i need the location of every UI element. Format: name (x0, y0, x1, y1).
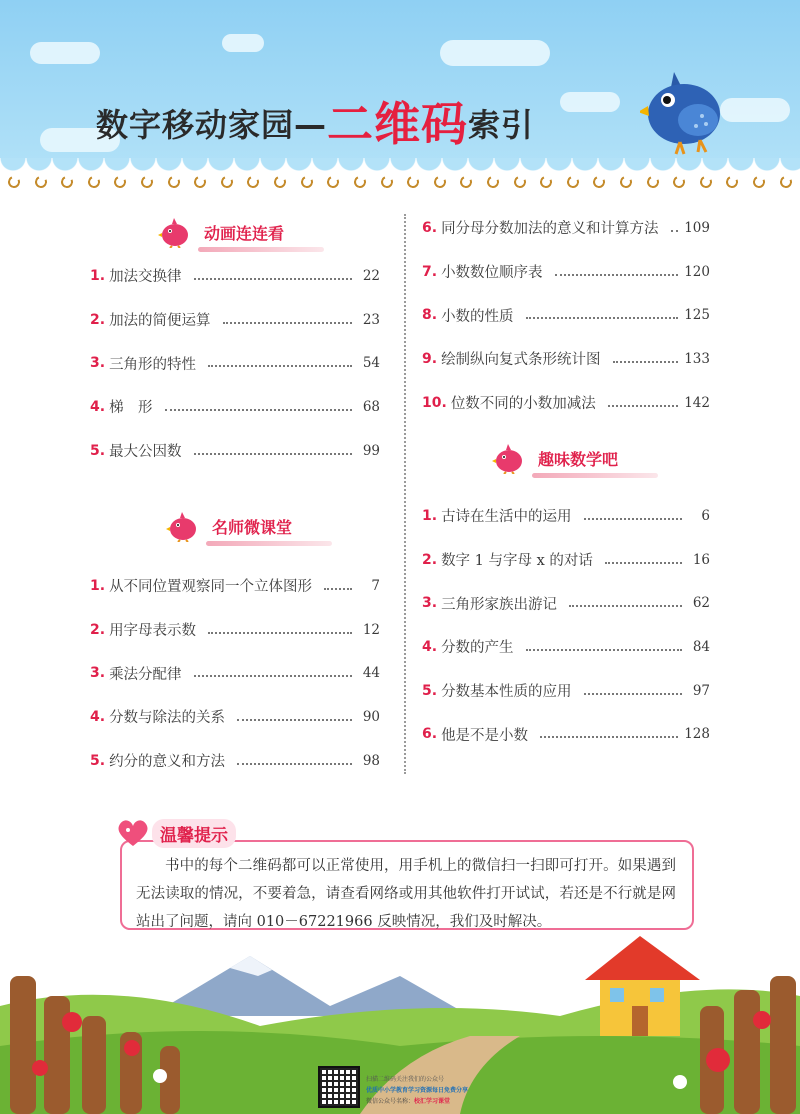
toc-item-page: 90 (362, 708, 380, 725)
toc-item-page: 62 (692, 595, 710, 612)
toc-item-page: 99 (362, 442, 380, 459)
toc-item-number: 1. (90, 267, 106, 284)
toc-item-number: 3. (90, 355, 106, 372)
toc-item-page: 23 (362, 311, 380, 328)
toc-item[interactable] (422, 293, 710, 337)
cloud (720, 98, 790, 122)
toc-item-number: 5. (90, 752, 106, 769)
toc-item-title: 位数不同的小数加减法 (450, 396, 596, 413)
toc-item-page: 97 (692, 682, 710, 699)
toc-item[interactable] (90, 608, 380, 652)
toc-item-number: 4. (90, 708, 106, 725)
toc-item-title: 分数基本性质的应用 (441, 684, 572, 701)
toc-item-page: 84 (692, 638, 710, 655)
toc-item-page: 125 (684, 307, 710, 324)
toc-item-title: 加法交换律 (109, 269, 182, 286)
pink-bird-icon (158, 218, 192, 248)
section-title: 名师微课堂 (206, 513, 302, 542)
leader-dots (208, 365, 352, 367)
leader-dots (584, 518, 682, 520)
toc-item-number: 1. (90, 577, 106, 594)
leader-dots (194, 453, 352, 455)
leader-dots (324, 588, 352, 590)
toc-item-page: 44 (362, 665, 380, 682)
toc-item-page: 12 (362, 621, 380, 638)
toc-item-title: 乘法分配律 (109, 666, 182, 683)
toc-item-title: 最大公因数 (109, 444, 182, 461)
toc-list-fun-math (422, 494, 710, 756)
toc-item[interactable] (90, 341, 380, 385)
toc-item-number: 5. (422, 682, 438, 699)
pink-bird-icon (166, 512, 200, 542)
toc-item[interactable] (90, 429, 380, 473)
toc-list-microlesson (90, 564, 380, 782)
leader-dots (237, 763, 352, 765)
toc-item[interactable] (422, 581, 710, 625)
pink-bird-icon (492, 444, 526, 474)
tip-label: 温馨提示 (152, 819, 236, 848)
qr-code-icon[interactable] (318, 1066, 360, 1108)
toc-item-title: 古诗在生活中的运用 (441, 509, 572, 526)
leader-dots (223, 322, 352, 324)
tip-box (120, 840, 694, 930)
leader-dots (671, 230, 679, 232)
toc-item-number: 3. (422, 595, 438, 612)
section-title: 趣味数学吧 (532, 445, 628, 474)
leader-dots (526, 317, 679, 319)
leader-dots (608, 405, 678, 407)
qr-caption-account: 校汇学习课堂 (414, 1097, 451, 1105)
toc-item-page: 142 (684, 394, 710, 411)
qr-caption-line1: 扫描二维码关注我们的公众号 (366, 1075, 445, 1083)
toc-item[interactable] (422, 712, 710, 756)
toc-item-number: 4. (90, 398, 106, 415)
toc-item[interactable] (90, 651, 380, 695)
toc-item-page: 7 (371, 577, 380, 594)
toc-item-title: 小数的性质 (441, 308, 514, 325)
toc-item-title: 数字 1 与字母 x 的对话 (441, 553, 593, 570)
toc-item[interactable] (90, 564, 380, 608)
title-part-1: 数字移动家园— (96, 106, 328, 144)
cloud (440, 40, 550, 66)
toc-item-title: 三角形家族出游记 (441, 596, 558, 613)
toc-item-page: 16 (692, 551, 710, 568)
toc-item[interactable] (90, 695, 380, 739)
toc-item[interactable] (90, 385, 380, 429)
toc-item-page: 98 (362, 752, 380, 769)
section-title: 动画连连看 (198, 219, 294, 248)
toc-item-title: 三角形的特性 (109, 356, 197, 373)
qr-caption-line2: 优质中小学教育学习资源每日免费分享 (366, 1086, 469, 1094)
footer-qr-block (318, 1066, 490, 1114)
section-header-fun-math (492, 444, 628, 474)
title-part-3: 索引 (468, 106, 535, 144)
leader-dots (569, 605, 682, 607)
toc-item-number: 9. (422, 350, 438, 367)
toc-list-animation (90, 254, 380, 472)
toc-item-title: 梯 形 (109, 400, 153, 417)
toc-item-title: 他是不是小数 (441, 727, 529, 744)
toc-item-title: 用字母表示数 (109, 623, 197, 640)
qr-caption-prefix: 微信公众号名称： (366, 1097, 415, 1105)
section-header-microlesson (166, 512, 302, 542)
toc-item-page: 6 (701, 507, 710, 524)
toc-item-number: 6. (422, 726, 438, 743)
leader-dots (584, 693, 682, 695)
toc-item-page: 22 (362, 267, 380, 284)
toc-item[interactable] (90, 254, 380, 298)
toc-item-number: 1. (422, 507, 438, 524)
column-divider (404, 214, 406, 774)
toc-item-page: 54 (362, 355, 380, 372)
binding-rings (0, 176, 800, 192)
toc-item-title: 从不同位置观察同一个立体图形 (109, 579, 313, 596)
toc-item[interactable] (422, 206, 710, 250)
qr-caption-line3 (366, 1098, 468, 1105)
toc-item-title: 加法的简便运算 (109, 313, 211, 330)
toc-item-title: 同分母分数加法的意义和计算方法 (441, 221, 659, 238)
toc-item-title: 绘制纵向复式条形统计图 (441, 352, 601, 369)
toc-item-number: 2. (90, 311, 106, 328)
cloud (30, 42, 100, 64)
toc-item[interactable] (422, 250, 710, 294)
toc-item-number: 6. (422, 219, 438, 236)
cloud (222, 34, 264, 52)
toc-item[interactable] (422, 538, 710, 582)
toc-item[interactable] (422, 381, 710, 425)
title-part-2: 二维码 (327, 97, 469, 151)
toc-item[interactable] (422, 494, 710, 538)
blue-bird-icon (640, 66, 730, 158)
toc-item[interactable] (90, 298, 380, 342)
toc-list-animation-continued (422, 206, 710, 424)
cloud (560, 92, 620, 112)
toc-item-number: 8. (422, 307, 438, 324)
leader-dots (605, 562, 682, 564)
toc-item-number: 2. (422, 551, 438, 568)
toc-item-title: 分数的产生 (441, 640, 514, 657)
leader-dots (613, 361, 679, 363)
heart-icon (116, 818, 150, 848)
toc-item[interactable] (90, 739, 380, 783)
toc-item-page: 109 (684, 219, 710, 236)
toc-item-number: 5. (90, 442, 106, 459)
toc-item-page: 68 (362, 398, 380, 415)
toc-item-number: 10. (422, 394, 447, 411)
leader-dots (194, 278, 352, 280)
leader-dots (237, 719, 352, 721)
page-title (96, 88, 534, 154)
tip-text: 书中的每个二维码都可以正常使用，用手机上的微信扫一扫即可打开。如果遇到无法读取的情况，不要着急，请查看网络或用其他软件打开试试，若还是不行就是网站出了问题，请向 010－67221966 反映情况，我们及时解决。 (136, 858, 676, 930)
toc-item-title: 分数与除法的关系 (109, 710, 226, 727)
toc-item-number: 7. (422, 263, 438, 280)
toc-item-title: 约分的意义和方法 (109, 754, 226, 771)
leader-dots (526, 649, 682, 651)
leader-dots (555, 274, 679, 276)
toc-item-title: 小数数位顺序表 (441, 265, 543, 282)
toc-item[interactable] (422, 669, 710, 713)
qr-caption (366, 1066, 468, 1114)
toc-item-number: 4. (422, 638, 438, 655)
leader-dots (194, 675, 352, 677)
section-header-animation (158, 218, 294, 248)
toc-item[interactable] (422, 625, 710, 669)
toc-item-page: 133 (684, 350, 710, 367)
toc-item[interactable] (422, 337, 710, 381)
leader-dots (165, 409, 352, 411)
leader-dots (208, 632, 352, 634)
toc-item-number: 2. (90, 621, 106, 638)
tip-header (116, 818, 236, 848)
toc-item-page: 120 (684, 263, 710, 280)
toc-item-number: 3. (90, 665, 106, 682)
leader-dots (540, 736, 678, 738)
toc-item-page: 128 (684, 726, 710, 743)
